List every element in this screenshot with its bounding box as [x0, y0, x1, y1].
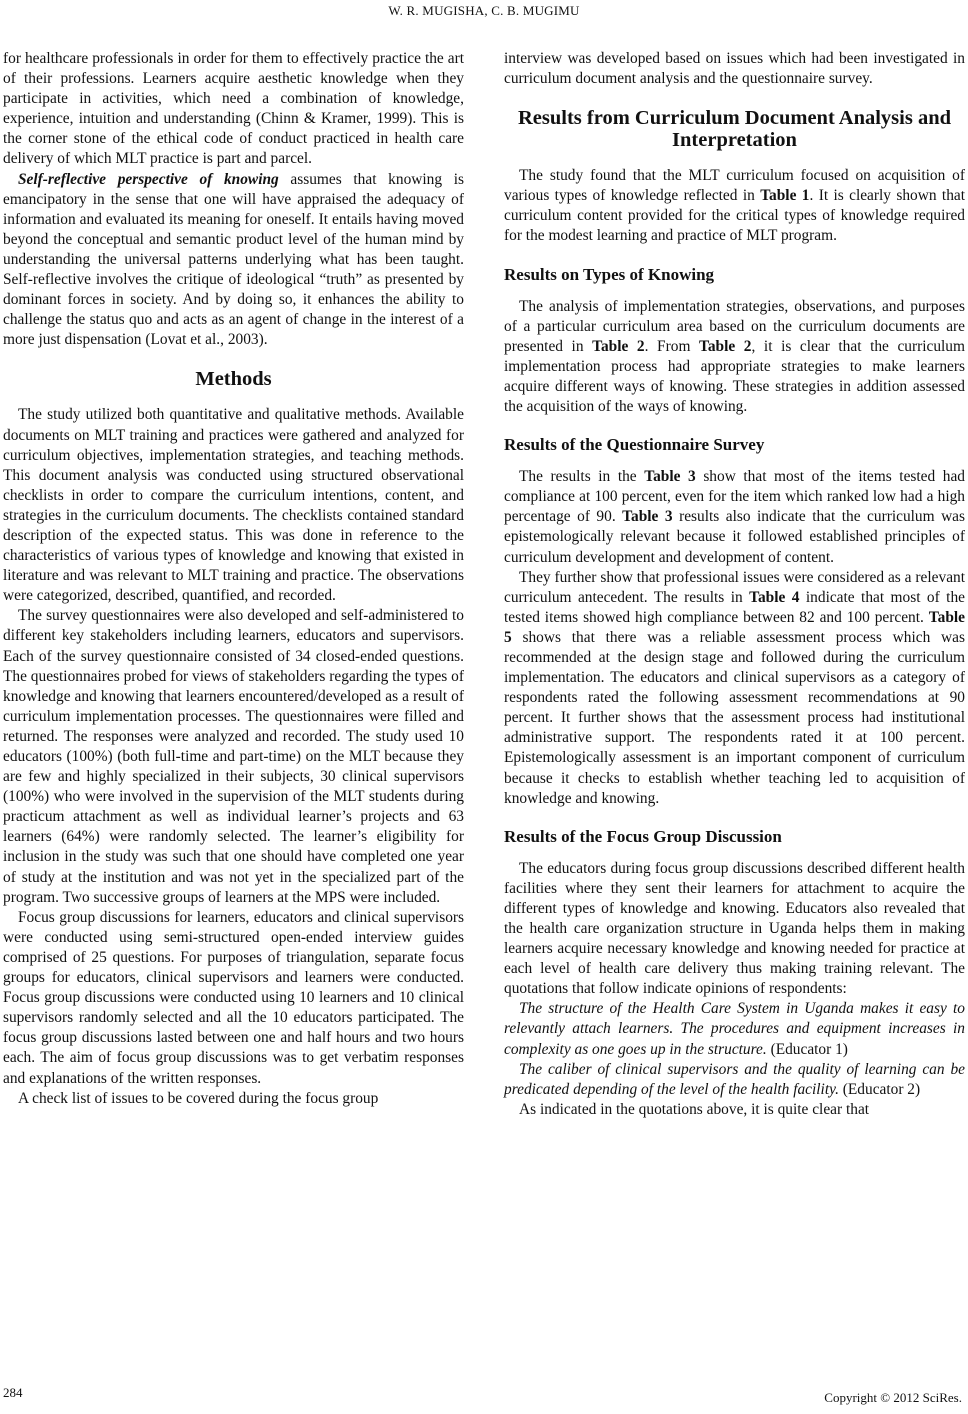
table-reference: Table 3 — [622, 508, 673, 526]
table-reference: Table 4 — [749, 588, 800, 606]
paragraph: The results in the Table 3 show that most of the items tested had compliance at 100 percent, even for the item which ranked low had a high percentage of 90. Table 3 results also indicate that the curriculum was epistemologically relevant because it followed established principles of curriculum development and development of content. — [504, 468, 966, 566]
paragraph: They further show that professional issues were considered as a relevant curriculum antecedent. The results in Table 4 indicate that most of the tested items showed high compliance between 82 and 100 percent. Table 5 shows that there was a reliable assessment process which was recommended at the design stage and followed during the curriculum implementation. The educators and clinical supervisors as a category of respondents rated the following assessment recommendations at 90 percent. It further shows that the assessment process had institutional administrative support. The respondents rated it at 100 percent. Epistemologically assessment is an important component of curriculum because it checks to establish whether teaching led to acquisition of knowledge and knowing. — [504, 568, 965, 807]
subsection-heading-questionnaire-survey: Results of the Questionnaire Survey — [504, 435, 765, 455]
paragraph: The educators during focus group discussions described different health facilities where they sent their learners for attachment to acquire the different types of knowledge and knowing. Educators also revealed that the health care organization structure in Uganda helps them in making learners acquire necessary knowledge and knowing needed for practice at each level of health care delivery thus making training relevant. The quotations that follow indicate opinions of respondents: — [504, 859, 965, 998]
table-reference: Table 2 — [699, 337, 752, 355]
paragraph: The study found that the MLT curriculum focused on acquisition of various types of knowledge reflected in Table 1. It is clearly shown that curriculum content provided for the critical types of knowledge required for the modest learning and practice of MLT program. — [504, 167, 966, 245]
section-heading-methods: Methods — [195, 368, 272, 391]
section-heading-results-document-analysis: Results from Curriculum Document Analysis and Interpretation — [518, 107, 951, 152]
table-reference: Table 2 — [592, 337, 645, 355]
table-reference: Table 1 — [760, 187, 810, 205]
term-self-reflective: Self-reflective perspective of knowing — [18, 170, 279, 188]
paragraph: interview was developed based on issues which had been investigated in curriculum document analysis and the questionnaire survey. — [504, 50, 965, 88]
paragraph: The study utilized both quantitative and qualitative methods. Available documents on MLT training and practices were gathered and analyzed for curriculum objectives, implementation strategies, and teaching methods. This document analysis was conducted using structured observational checklists in order to compare the curriculum intentions, content, and strategies in the curriculum documents. The checklists contained standard description of the expected status. This was done in reference to the characteristics of various types of knowledge and knowing that existed in literature and was relevant to MLT training and practice. The observations were categorized, described, quantified, and recorded. — [3, 406, 464, 605]
paragraph: The analysis of implementation strategies, observations, and purposes of a particular curriculum area based on the curriculum documents are presented in Table 2. From Table 2, it is clear that the curriculum implementation process had appropriate strategies to make learners acquire different ways of knowing. These strategies in addition assessed the acquisition of the ways of knowing. — [504, 297, 965, 416]
table-reference: Table 3 — [644, 468, 696, 486]
right-column — [504, 49, 965, 1120]
quotation: The structure of the Health Care System in Uganda makes it easy to relevantly attach learners. The procedures and equipment increases in complexity as one goes up in the structure. (Educator 1) — [504, 1000, 965, 1058]
subsection-heading-focus-group: Results of the Focus Group Discussion — [504, 826, 782, 846]
quotation: The caliber of clinical supervisors and the quality of learning can be predicated depending of the level of the health facility. (Educator 2) — [504, 1060, 965, 1098]
quotation-source: (Educator 2) — [838, 1080, 921, 1098]
paragraph: Focus group discussions for learners, educators and clinical supervisors were conducted using semi-structured open-ended interview guides comprised of 25 questions. For purposes of triangulation, separate focus groups for educators, clinical supervisors and learners were conducted. Focus group discussions were conducted using 10 learners and 10 clinical supervisors randomly selected and all the 10 educators participated. The focus group discussions lasted between one and half hours and two hours each. The aim of focus group discussions was to get verbatim responses and explanations of the written responses. — [3, 908, 464, 1087]
left-column — [3, 49, 464, 1109]
copyright-notice: Copyright © 2012 SciRes. — [824, 1390, 962, 1405]
table-reference: Table 5 — [504, 608, 965, 646]
paragraph: for healthcare professionals in order for them to effectively practice the art of their professions. Learners acquire aesthetic knowledge when they participate in activities, which need a combination of knowledge, experience, intuition and understanding (Chinn & Kramer, 1999). This is the corner stone of the ethical code of conduct practiced in health care delivery of which MLT practice is part and parcel. — [3, 50, 464, 168]
page-number: 284 — [3, 1385, 23, 1400]
paragraph: Self-reflective perspective of knowing assumes that knowing is emancipatory in the sense that one will have appraised the adequacy of information and evaluated its meaning for oneself. It entails having moved beyond the conceptual and semantic product level of the human mind by understanding the universal patterns underlying what has been taught. Self-reflective involves the critique of ideological “truth” as presented by dominant forces in society. And by doing so, it enhances the ability to challenge the status quo and acts as an agent of change in the interest of a more just dispensation (Lovat et al., 2003). — [3, 170, 464, 349]
paragraph: A check list of issues to be covered during the focus group — [18, 1089, 379, 1107]
paragraph: The survey questionnaires were also developed and self-administered to different key stakeholders including learners, educators and supervisors. Each of the survey questionnaire consisted of 34 closed-ended questions. The questionnaires probed for views of stakeholders regarding the types of knowledge and knowing that learners encountered/developed as a result of curriculum implementation processes. The questionnaires were filled and returned. The responses were analyzed and recorded. The study used 10 educators (100%) (both full-time and part-time) on the MLT because they are few and highly specialized in their subjects, 30 clinical supervisors (100%) who were involved in the supervision of the MLT students during practicum attachment as well as individual learner’s projects and 63 learners (64%) were randomly selected. The learner’s eligibility for inclusion in the study was such that one should have completed one year of study at the institution and was not yet in the specialized part of the program. Two successive groups of learners at the MPS were included. — [3, 607, 464, 906]
quotation-source: (Educator 1) — [766, 1040, 848, 1058]
running-head: W. R. MUGISHA, C. B. MUGIMU — [388, 3, 580, 18]
paragraph: As indicated in the quotations above, it is quite clear that — [519, 1100, 870, 1118]
subsection-heading-types-of-knowing: Results on Types of Knowing — [504, 264, 715, 284]
